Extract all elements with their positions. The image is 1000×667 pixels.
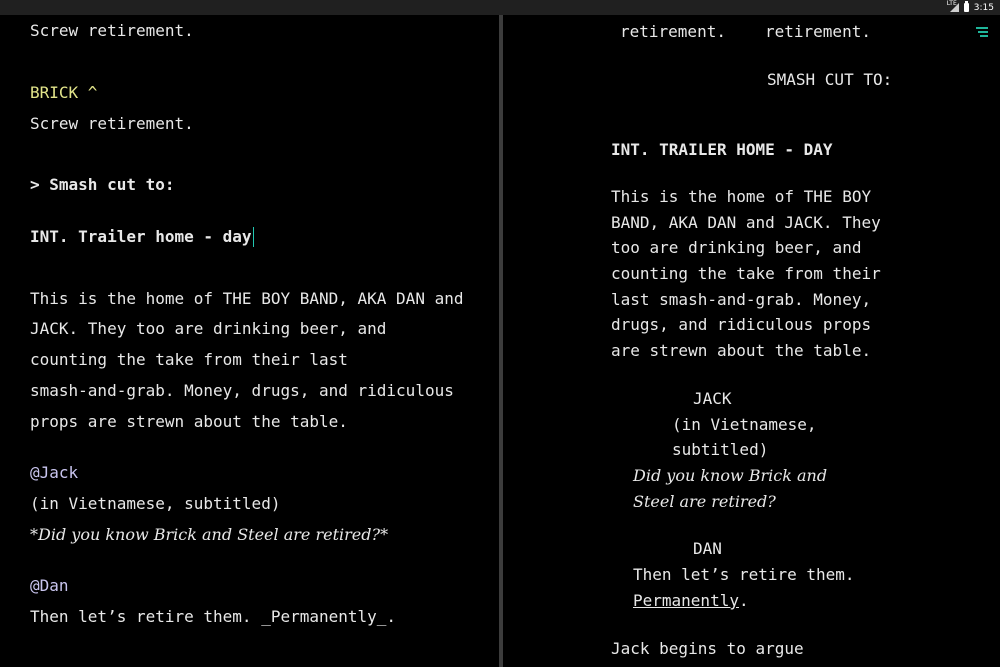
preview-character: DAN	[693, 539, 722, 558]
preview-action-line: are strewn about the table.	[611, 341, 872, 360]
editor-scene-heading[interactable]	[30, 227, 254, 247]
preview-action-line: counting the take from their	[611, 264, 881, 283]
preview-action-line: Jack begins to argue	[611, 639, 804, 658]
preview-pane	[503, 15, 1000, 667]
preview-dialogue: Did you know Brick and	[633, 466, 828, 485]
preview-period: .	[738, 591, 749, 610]
editor-parenthetical[interactable]: (in Vietnamese, subtitled)	[30, 494, 281, 513]
preview-fragment: retirement.	[620, 22, 726, 41]
preview-parenthetical: (in Vietnamese,	[672, 415, 817, 434]
status-time: 3:15	[973, 2, 994, 13]
editor-character-ref[interactable]: @Jack	[30, 463, 79, 482]
status-bar	[0, 0, 1000, 15]
editor-pane[interactable]	[0, 15, 499, 667]
scene-heading-text[interactable]: INT. Trailer home - day	[30, 227, 252, 246]
editor-line[interactable]: JACK. They too are drinking beer, and	[30, 319, 387, 338]
text-cursor	[253, 227, 254, 247]
preview-action-line: drugs, and ridiculous props	[611, 315, 872, 334]
battery-icon	[964, 3, 969, 12]
preview-parenthetical: subtitled)	[672, 440, 769, 459]
preview-scene-heading: INT. TRAILER HOME - DAY	[611, 140, 833, 159]
network-label: LTE	[946, 0, 957, 7]
editor-line[interactable]: Screw retirement.	[30, 114, 194, 133]
editor-line[interactable]: Screw retirement.	[30, 21, 194, 40]
preview-transition: SMASH CUT TO:	[767, 70, 893, 89]
preview-underlined-word: Permanently	[633, 591, 739, 610]
signal-icon	[946, 0, 959, 12]
preview-action-line: BAND, AKA DAN and JACK. They	[611, 213, 881, 232]
editor-line[interactable]: counting the take from their last	[30, 350, 348, 369]
preview-character: JACK	[693, 389, 732, 408]
preview-action-line: last smash-and-grab. Money,	[611, 290, 872, 309]
preview-action-line: too are drinking beer, and	[611, 238, 862, 257]
preview-action-line: This is the home of THE BOY	[611, 187, 872, 206]
preview-dialogue: Then let’s retire them.	[633, 565, 855, 584]
editor-line[interactable]: smash-and-grab. Money, drugs, and ridiculous	[30, 381, 454, 400]
editor-line[interactable]: This is the home of THE BOY BAND, AKA DAN and	[30, 289, 464, 308]
editor-line[interactable]: props are strewn about the table.	[30, 412, 348, 431]
preview-fragment: retirement.	[765, 22, 871, 41]
editor-dialogue[interactable]: *Did you know Brick and Steel are retired?*	[30, 525, 389, 544]
menu-lines-icon[interactable]	[976, 27, 988, 37]
editor-character-ref[interactable]: @Dan	[30, 576, 69, 595]
status-icons	[946, 0, 994, 14]
preview-dialogue	[633, 591, 749, 611]
editor-line[interactable]: Then let’s retire them. _Permanently_.	[30, 607, 397, 626]
preview-dialogue: Steel are retired?	[633, 492, 776, 511]
editor-character-cue[interactable]: BRICK ^	[30, 83, 98, 102]
editor-transition[interactable]: > Smash cut to:	[30, 175, 175, 194]
